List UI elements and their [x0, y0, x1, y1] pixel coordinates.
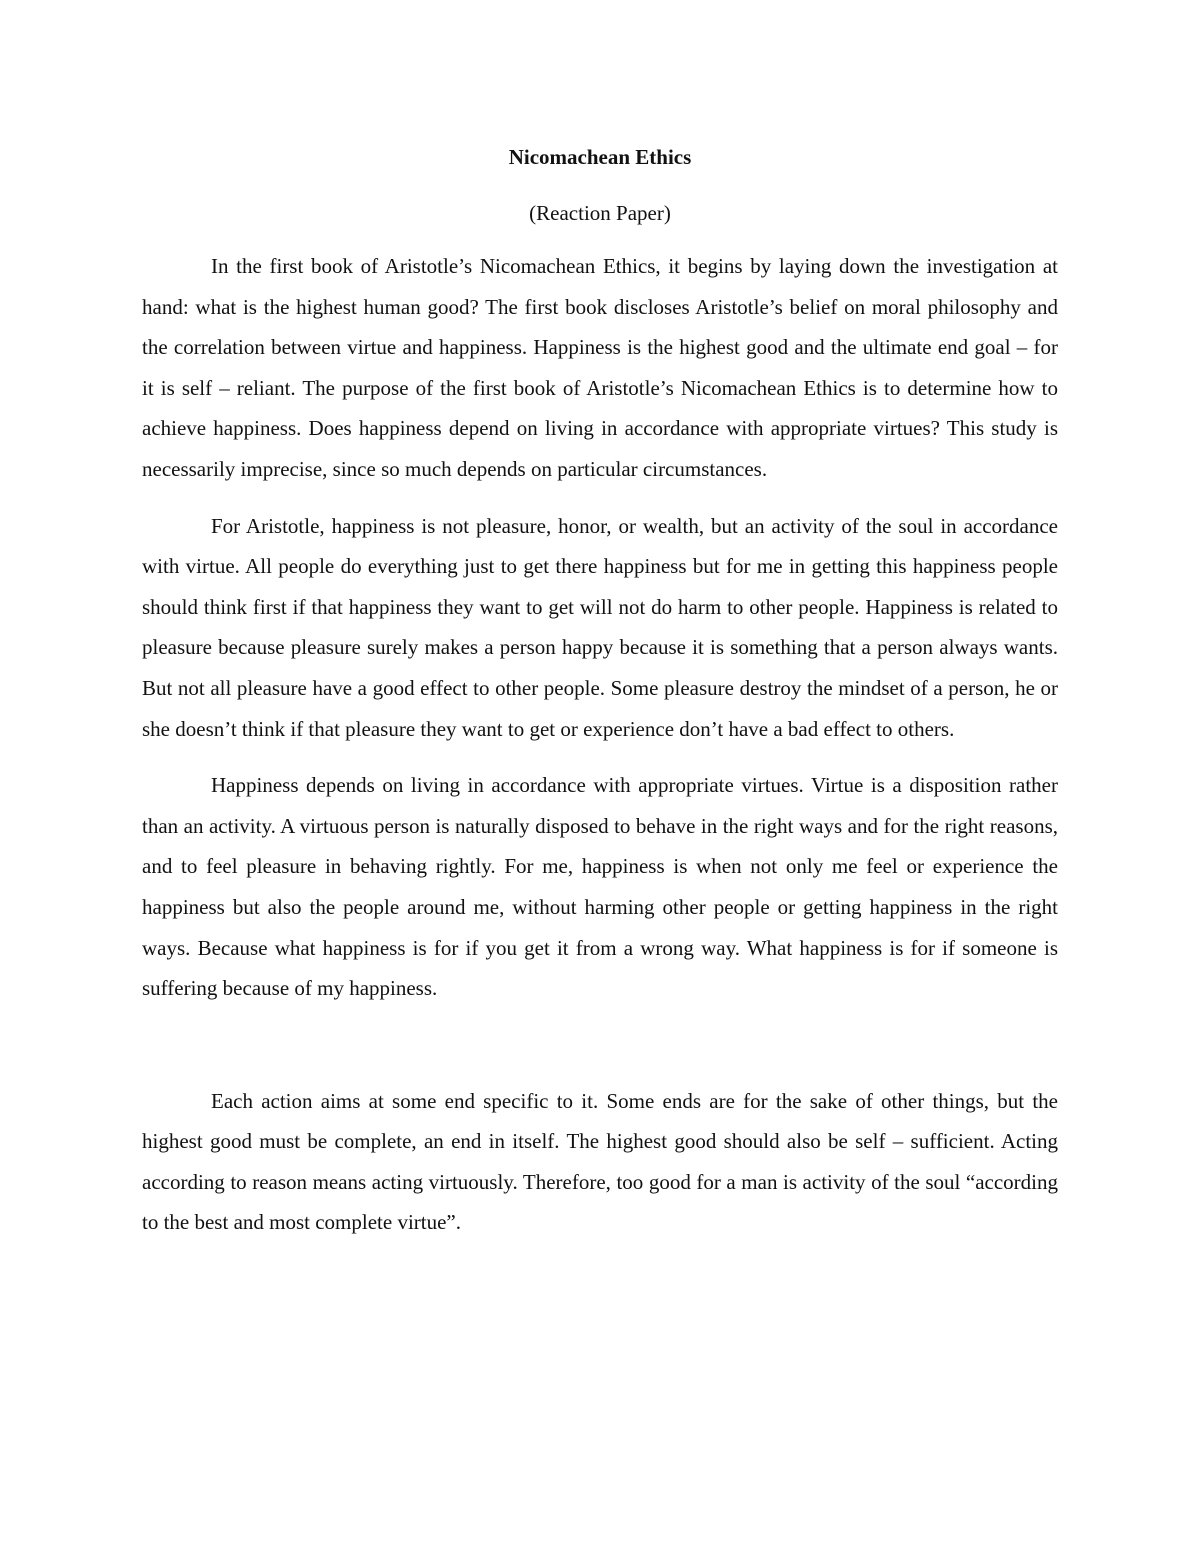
document-body	[142, 139, 1058, 1243]
document-subtitle: (Reaction Paper)	[529, 201, 671, 225]
document-title: Nicomachean Ethics	[508, 145, 692, 169]
paragraph-2: For Aristotle, happiness is not pleasure, honor, or wealth, but an activity of the soul in accordance with virtue. All people do everything just to get there happiness but for me in getting this happiness people should think first if that happiness they want to get will not do harm to other people. Happiness is related to pleasure because pleasure surely makes a person happy because it is something that a person always wants. But not all pleasure have a good effect to other people. Some pleasure destroy the mindset of a person, he or she doesn’t think if that pleasure they want to get or experience don’t have a bad effect to others.	[142, 513, 1058, 741]
paragraph-1: In the first book of Aristotle’s Nicomachean Ethics, it begins by laying down the investigation at hand: what is the highest human good? The first book discloses Aristotle’s belief on moral philosophy and the correlation between virtue and happiness. Happiness is the highest good and the ultimate end goal – for it is self – reliant. The purpose of the first book of Aristotle’s Nicomachean Ethics is to determine how to achieve happiness. Does happiness depend on living in accordance with appropriate virtues? This study is necessarily imprecise, since so much depends on particular circumstances.	[142, 254, 1058, 481]
paragraph-4: Each action aims at some end specific to it. Some ends are for the sake of other things, but the highest good must be complete, an end in itself. The highest good should also be self – sufficient. Acting according to reason means acting virtuously. Therefore, too good for a man is activity of the soul “according to the best and most complete virtue”.	[142, 1088, 1058, 1235]
paragraph-3: Happiness depends on living in accordance with appropriate virtues. Virtue is a disposition rather than an activity. A virtuous person is naturally disposed to behave in the right ways and for the right reasons, and to feel pleasure in behaving rightly. For me, happiness is when not only me feel or experience the happiness but also the people around me, without harming other people or getting happiness in the right ways. Because what happiness is for if you get it from a wrong way. What happiness is for if someone is suffering because of my happiness.	[142, 773, 1058, 1001]
